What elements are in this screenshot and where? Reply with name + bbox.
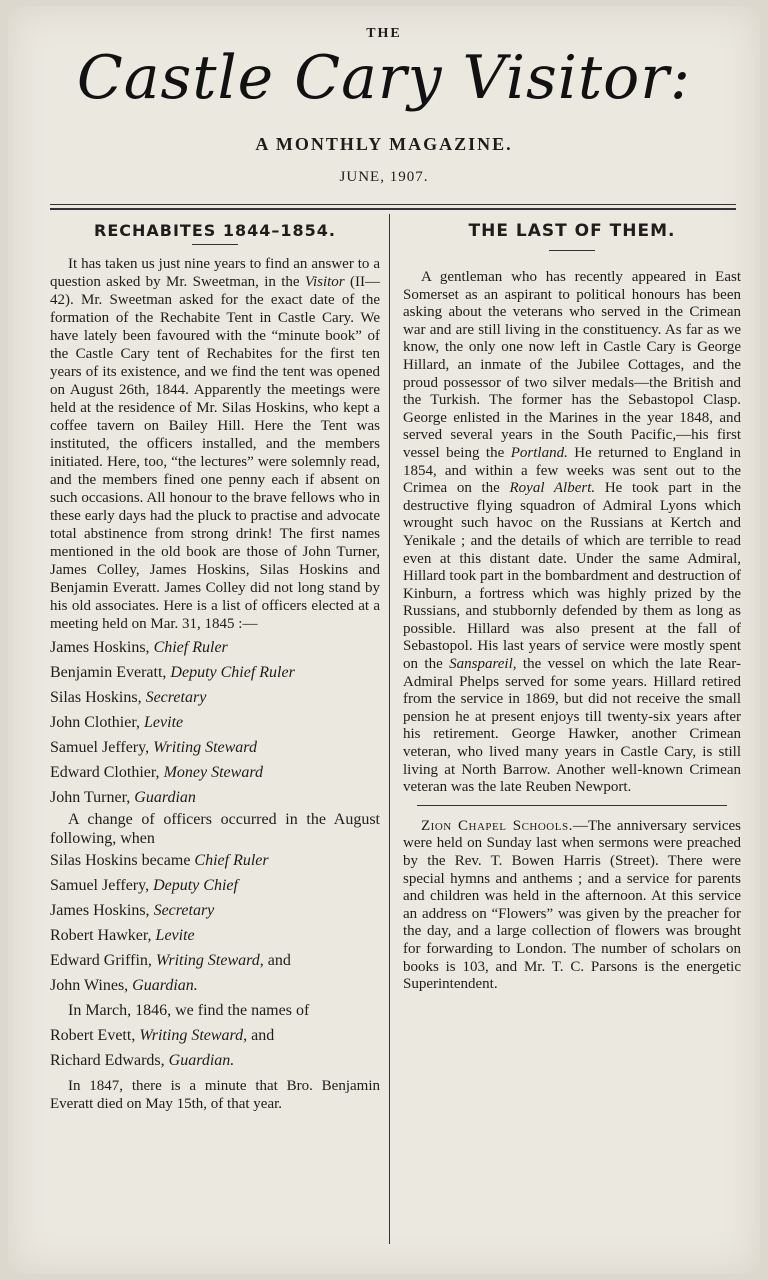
list-item: John Turner, Guardian xyxy=(50,789,196,806)
march-1846-text: In March, 1846, we find the names of xyxy=(68,1002,310,1019)
issue-date: JUNE, 1907. xyxy=(339,169,429,185)
masthead xyxy=(8,6,760,206)
officers-1846-list xyxy=(50,1023,380,1073)
masthead-the: THE xyxy=(366,26,402,41)
list-item: Richard Edwards, Guardian. xyxy=(50,1052,235,1069)
list-item: Samuel Jeffery, Deputy Chief xyxy=(50,877,238,894)
list-item: Benjamin Everatt, Deputy Chief Ruler xyxy=(50,664,295,681)
list-item: John Clothier, Levite xyxy=(50,714,184,731)
list-item: Silas Hoskins became Chief Ruler xyxy=(50,852,269,869)
rechabites-intro: It has taken us just nine years to find an answer to a question asked by Mr. Sweetman, in the Visitor (II—42). Mr. Sweetman asked for the exact date of the formation of the Rechabite Tent in Castle Cary. We have lately been favoured with the “minute book” of the Castle Cary tent of Rechabites for the first ten years of its existence, and we find the tent was opened on August 26th, 1844. Apparently the meetings were held at the residence of Mr. Silas Hoskins, who kept a coffee tavern on Bailey Hill. Here the Tent was instituted, the officers installed, and the members initiated. Here, too, “the lectures” were solemnly read, and the members fined one penny each if absent on such occasions. All honour to the brave fellows who in these early days had the pluck to practise and advocate total abstinence from strong drink! The first names mentioned in the old book are those of John Turner, James Colley, James Hoskins, Silas Hoskins and Benjamin Everatt. James Colley did not long stand by his old associates. Here is a list of officers elected at a meeting held on Mar. 31, 1845 :— xyxy=(50,256,380,632)
magazine-subtitle: A MONTHLY MAGAZINE. xyxy=(255,134,513,154)
list-item: Samuel Jeffery, Writing Steward xyxy=(50,739,257,756)
left-column xyxy=(50,218,380,1113)
header-rule xyxy=(50,204,736,205)
list-item: Robert Evett, Writing Steward, and xyxy=(50,1027,275,1044)
magazine-title: Castle Cary Visitor: xyxy=(76,43,692,113)
change-of-officers-text: A change of officers occurred in the August following, when xyxy=(50,811,380,847)
last-of-them-body: A gentleman who has recently appeared in East Somerset as an aspirant to political honours has been asking about the veterans who served in the Crimean war and are still living in the constituency. As far as we know, the only one now left in Castle Cary is George Hillard, an inmate of the Jubilee Cottages, and the proud possessor of two silver medals—the British and the Turkish. The former has the Sebastopol Clasp. George enlisted in the Marines in the year 1848, and served several years in the South Pacific,—his first vessel being the Portland. He returned to England in 1854, and within a few weeks was sent out to the Crimea on the Royal Albert. He took part in the destructive flying squadron of Admiral Lyons which wrought such havoc on the Russians at Kertch and Yenikale ; and the details of which are terrible to read even at this distant date. Under the same Admiral, Hillard took part in the bombardment and destruction of Kinburn, a fortress which was highly prized by the Russians, and stubbornly defended by them as long as possible. Hillard was also present at the fall of Sebastopol. His last years of service were mostly spent on the Sanspareil, the vessel on which the late Rear-Admiral Phelps served for some years. Hillard retired from the service in 1869, but did not receive the small pension he at present enjoys till twenty-six years after his retirement. George Hawker, another Crimean veteran, who lived many years in Castle Cary, is still living at North Barrow. Another well-known Crimean veteran was the late Reuben Newport. xyxy=(403,269,741,796)
officers-august-list xyxy=(50,848,380,998)
article-heading-last-of-them: THE LAST OF THEM. xyxy=(468,221,676,241)
list-item: Robert Hawker, Levite xyxy=(50,927,195,944)
list-item: James Hoskins, Chief Ruler xyxy=(50,639,228,656)
section-separator xyxy=(417,805,727,806)
list-item: Edward Griffin, Writing Steward, and xyxy=(50,952,291,969)
right-column xyxy=(403,218,741,994)
list-item: Edward Clothier, Money Steward xyxy=(50,764,263,781)
article-heading-rechabites: RECHABITES 1844–1854. xyxy=(94,221,336,240)
closing-minute-text: In 1847, there is a minute that Bro. Benjamin Everatt died on May 15th, of that year. xyxy=(50,1078,380,1112)
zion-chapel-heading: Zion Chapel Schools. xyxy=(421,817,573,834)
list-item: John Wines, Guardian. xyxy=(50,977,198,994)
heading-dash xyxy=(192,244,238,249)
list-item: Silas Hoskins, Secretary xyxy=(50,689,207,706)
officers-1845-list xyxy=(50,635,380,810)
heading-dash xyxy=(549,250,595,255)
column-divider xyxy=(389,214,390,1244)
zion-chapel-schools-text: Zion Chapel Schools.—The anniversary services were held on Sunday last when sermons were preached by the Rev. T. Bowen Harris (Street). There were special hymns and anthems ; and a service for parents and children was held in the afternoon. At this service an address on “Flowers” was given by the preacher for the day, and a large collection of flowers was brought for forwarding to London. The number of scholars on books is 103, and Mr. T. C. Parsons is the energetic Superintendent. xyxy=(403,817,741,993)
header-rule-thick xyxy=(50,208,736,210)
list-item: James Hoskins, Secretary xyxy=(50,902,215,919)
magazine-page xyxy=(8,6,760,1274)
